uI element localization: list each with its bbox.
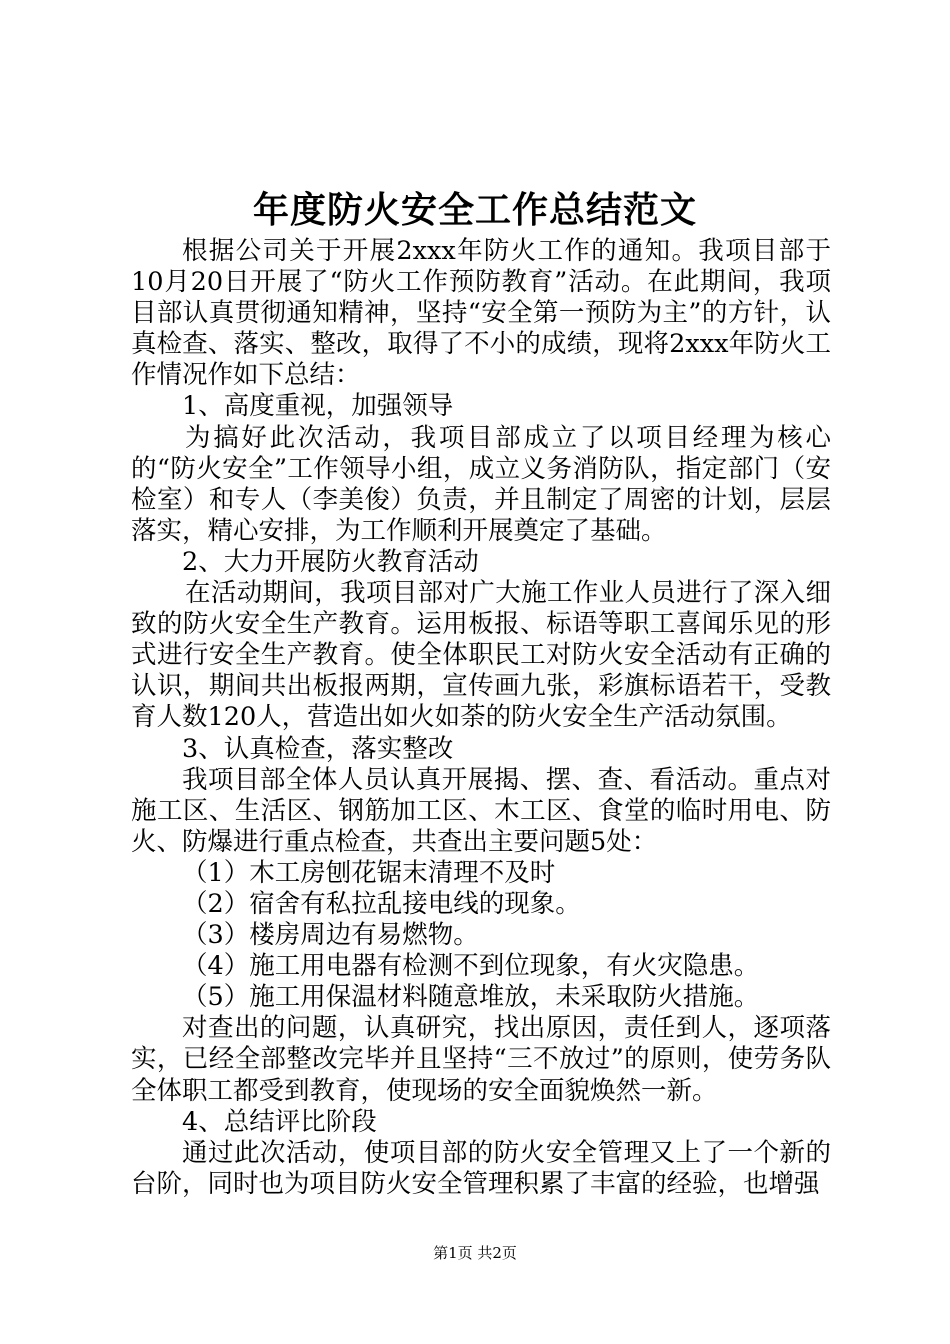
body-paragraph: 我项目部全体人员认真开展揭、摆、查、看活动。重点对施工区、生活区、钢筋加工区、木工区、食堂的临时用电、防火、防爆进行重点检查，共查出主要问题5处： [131,764,831,857]
document-body [131,236,831,1200]
page-footer: 第1页 共2页 [433,1244,517,1262]
intro-paragraph: 根据公司关于开展2xxx年防火工作的通知。我项目部于10月20日开展了“防火工作预防教育”活动。在此期间，我项目部认真贯彻通知精神，坚持“安全第一预防为主”的方针，认真检查、落实、整改，取得了不小的成绩，现将2xxx年防火工作情况作如下总结： [131,236,831,391]
body-paragraph: 对查出的问题，认真研究，找出原因，责任到人，逐项落实，已经全部整改完毕并且坚持“三不放过”的原则，使劳务队全体职工都受到教育，使现场的安全面貌焕然一新。 [131,1013,831,1106]
section-heading: 2、大力开展防火教育活动 [182,546,479,577]
body-paragraph: 在活动期间，我项目部对广大施工作业人员进行了深入细致的防火安全生产教育。运用板报、标语等职工喜闻乐见的形式进行安全生产教育。使全体职民工对防火安全活动有正确的认识，期间共出板报两期，宣传画九张，彩旗标语若干，受教育人数120人，营造出如火如荼的防火安全生产活动氛围。 [131,578,831,733]
list-item: （5）施工用保温材料随意堆放，未采取防火措施。 [182,982,760,1013]
list-item: （3）楼房周边有易燃物。 [182,920,479,951]
document-title: 年度防火安全工作总结范文 [252,189,697,231]
body-paragraph: 通过此次活动，使项目部的防火安全管理又上了一个新的台阶，同时也为项目防火安全管理积累了丰富的经验，也增强 [131,1137,831,1199]
section-heading: 1、高度重视，加强领导 [182,391,454,422]
list-item: （4）施工用电器有检测不到位现象，有火灾隐患。 [182,951,760,982]
list-item: （2）宿舍有私拉乱接电线的现象。 [182,888,581,919]
section-heading: 3、认真检查，落实整改 [182,733,454,764]
section-heading: 4、总结评比阶段 [182,1106,377,1137]
list-item: （1）木工房刨花锯末清理不及时 [182,857,556,888]
body-paragraph: 为搞好此次活动，我项目部成立了以项目经理为核心的“防火安全”工作领导小组，成立义务消防队，指定部门（安检室）和专人（李美俊）负责，并且制定了周密的计划，层层落实，精心安排，为工作顺利开展奠定了基础。 [131,422,831,546]
